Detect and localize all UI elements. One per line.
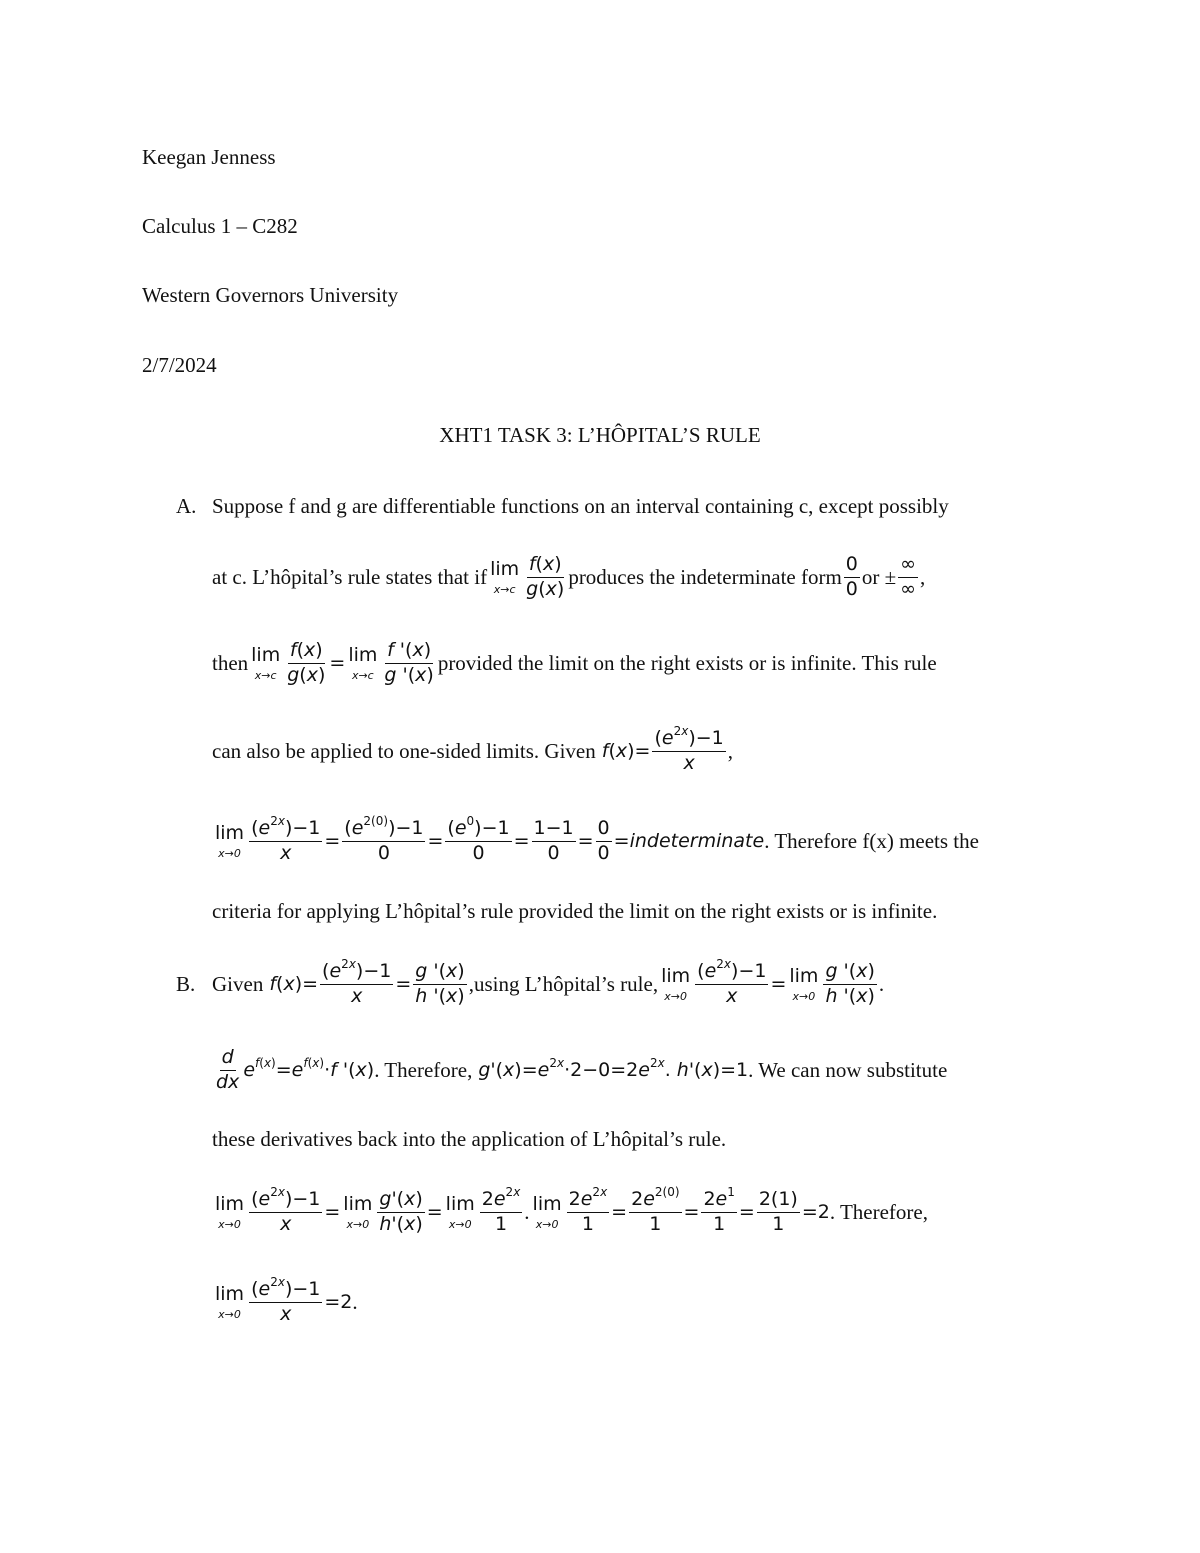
section-a-line1: Suppose f and g are differentiable functions on an interval containing c, except possibly <box>212 494 949 518</box>
course-name: Calculus 1 – C282 <box>142 214 298 238</box>
fraction-gprime-over-hprime: $\frac{g'(x)}{h'(x)}$ <box>379 1187 423 1235</box>
fraction-inf-over-inf: $\frac{\infty}{\infty}$ <box>900 552 916 600</box>
final-result: 2 <box>340 1291 353 1313</box>
date: 2/7/2024 <box>142 353 217 377</box>
section-b-line1-pre: Given <box>212 971 264 996</box>
section-b-line3: these derivatives back into the application of L’hôpital’s rule. <box>212 1127 727 1151</box>
fraction-d-dx: $\frac{d}{dx}$ <box>216 1045 240 1093</box>
limit-operator: lim x→0 <box>789 965 819 1003</box>
section-a-line3-pre: then <box>212 650 249 675</box>
section-b-line1-mid: ,using L’hôpital’s rule, <box>468 971 659 996</box>
section-a-line4: can also be applied to one-sided limits. Given f(x)= $\frac{(e^{2x})-1}{x}$ , <box>212 723 734 774</box>
author-name: Keegan Jenness <box>142 145 276 169</box>
fraction-e20: $\frac{(e^{2(0)})-1}{0}$ <box>344 813 424 864</box>
limit-operator: lim x→0 <box>215 1193 245 1231</box>
fraction-2e1-over-1: $\frac{2e^1}{1}$ <box>703 1184 735 1235</box>
page-title: XHT1 TASK 3: L’HÔPITAL’S RULE <box>439 423 761 447</box>
fraction-2e20-over-1: $\frac{2e^{2(0)}}{1}$ <box>631 1184 680 1235</box>
fraction-fprime-over-gprime: $\frac{f '(x)}{g '(x)}$ <box>384 638 434 686</box>
section-a-line5: lim x→0 $\frac{(e^{2x})-1}{x}$ = $\frac{(e^{2(0)})-1}{0}$ = $\frac{(e^0)-1}{0}$ = $\frac{1-1}{0}$ = $\frac{0}{0}$ = indeterminate . Therefore f(x) meets the <box>215 813 979 864</box>
section-b-line4-post: . Therefore, <box>829 1199 928 1224</box>
fraction-e2x: $\frac{(e^{2x})-1}{x}$ <box>251 813 321 864</box>
section-b-line2-mid: . Therefore, <box>374 1057 473 1082</box>
fraction-f-over-g: $\frac{f(x)}{g(x)}$ <box>526 552 565 600</box>
limit-operator: lim x→0 <box>215 1283 245 1321</box>
section-b-line2-post: . We can now substitute <box>748 1057 948 1082</box>
limit-operator: lim x→0 <box>532 1193 562 1231</box>
fraction-given-function: $\frac{(e^{2x})-1}{x}$ <box>654 723 724 774</box>
section-a-line2-or: or ± <box>861 564 897 589</box>
limit-operator: lim x→c <box>348 644 378 682</box>
section-b-line2: $\frac{d}{dx}$ $e^{f(x)}=e^{f(x)}\cdot f$ '(x) . Therefore, $g'(x)=e^{2x}\cdot 2-0=2e^{2x}$. h'(x)=1 . We can now substitute <box>216 1045 948 1093</box>
fraction-e2x: $\frac{(e^{2x})-1}{x}$ <box>697 956 767 1007</box>
fraction-2e2x-over-1: $\frac{2e^{2x}}{1}$ <box>568 1184 608 1235</box>
fraction-2e2x-over-1: $\frac{2e^{2x}}{1}$ <box>481 1184 521 1235</box>
fraction-f-over-g: $\frac{f(x)}{g(x)}$ <box>287 638 326 686</box>
fraction-e2x: $\frac{(e^{2x})-1}{x}$ <box>251 1274 321 1325</box>
section-b-line5: lim x→0 $\frac{(e^{2x})-1}{x}$ = 2 . <box>215 1274 358 1325</box>
section-a-line2: at c. L’hôpital’s rule states that if lim x→c $\frac{f(x)}{g(x)}$ produces the indeterminate form $\frac{0}{0}$ or ± $\frac{\infty}{\infty}$ , <box>212 552 926 600</box>
limit-operator: lim x→0 <box>343 1193 373 1231</box>
fraction-zero-over-zero: $\frac{0}{0}$ <box>845 552 858 600</box>
fraction-e0: $\frac{(e^0)-1}{0}$ <box>447 813 510 864</box>
fraction-gprime-over-hprime: $\frac{g '(x)}{h '(x)}$ <box>825 959 875 1007</box>
section-a-line2-mid: produces the indeterminate form <box>568 564 842 589</box>
fraction-gprime-over-hprime: $\frac{g '(x)}{h '(x)}$ <box>415 959 465 1007</box>
limit-operator: lim x→c <box>490 558 520 596</box>
limit-operator: lim x→0 <box>661 965 691 1003</box>
section-b-marker: B. <box>176 972 196 996</box>
section-b-line4: lim x→0 $\frac{(e^{2x})-1}{x}$ = lim x→0 $\frac{g'(x)}{h'(x)}$ = lim x→0 $\frac{2e^{2x}}{1}$ . lim x→0 $\frac{2e^{2x}}{1}$ = $\frac{2e^{2(0)}}{1}$ = $\frac{2e^1}{1}$ = $\frac{2(1)}{1}$ =2 . Therefore, <box>215 1184 928 1235</box>
section-a-line6: criteria for applying L’hôpital’s rule provided the limit on the right exists or is infinite. <box>212 899 938 923</box>
section-a-line4-pre: can also be applied to one-sided limits. Given <box>212 738 596 763</box>
section-a-line3: then lim x→c $\frac{f(x)}{g(x)}$ = lim x→c $\frac{f '(x)}{g '(x)}$ provided the limit on the right exists or is infinite. This rule <box>212 638 937 686</box>
fraction-e2x: $\frac{(e^{2x})-1}{x}$ <box>322 956 392 1007</box>
fraction-0over0: $\frac{0}{0}$ <box>597 816 610 864</box>
fraction-1minus1: $\frac{1-1}{0}$ <box>533 816 574 864</box>
limit-operator: lim x→c <box>251 644 281 682</box>
section-a-line2-pre: at c. L’hôpital’s rule states that if <box>212 564 488 589</box>
school-name: Western Governors University <box>142 283 399 307</box>
section-a-line3-post: provided the limit on the right exists or is infinite. This rule <box>437 650 937 675</box>
limit-operator: lim x→0 <box>445 1193 475 1231</box>
indeterminate-label: indeterminate <box>629 830 765 852</box>
section-a-line5-post: . Therefore f(x) meets the <box>764 828 979 853</box>
section-a-marker: A. <box>176 494 197 518</box>
limit-operator: lim x→0 <box>215 822 245 860</box>
fraction-e2x: $\frac{(e^{2x})-1}{x}$ <box>251 1184 321 1235</box>
section-b-line1: Given f(x)= $\frac{(e^{2x})-1}{x}$ = $\frac{g '(x)}{h '(x)}$ ,using L’hôpital’s rule, lim x→0 $\frac{(e^{2x})-1}{x}$ = lim x→0 $\frac{g '(x)}{h '(x)}$ . <box>212 956 885 1007</box>
fraction-2-1-over-1: $\frac{2(1)}{1}$ <box>758 1187 798 1235</box>
